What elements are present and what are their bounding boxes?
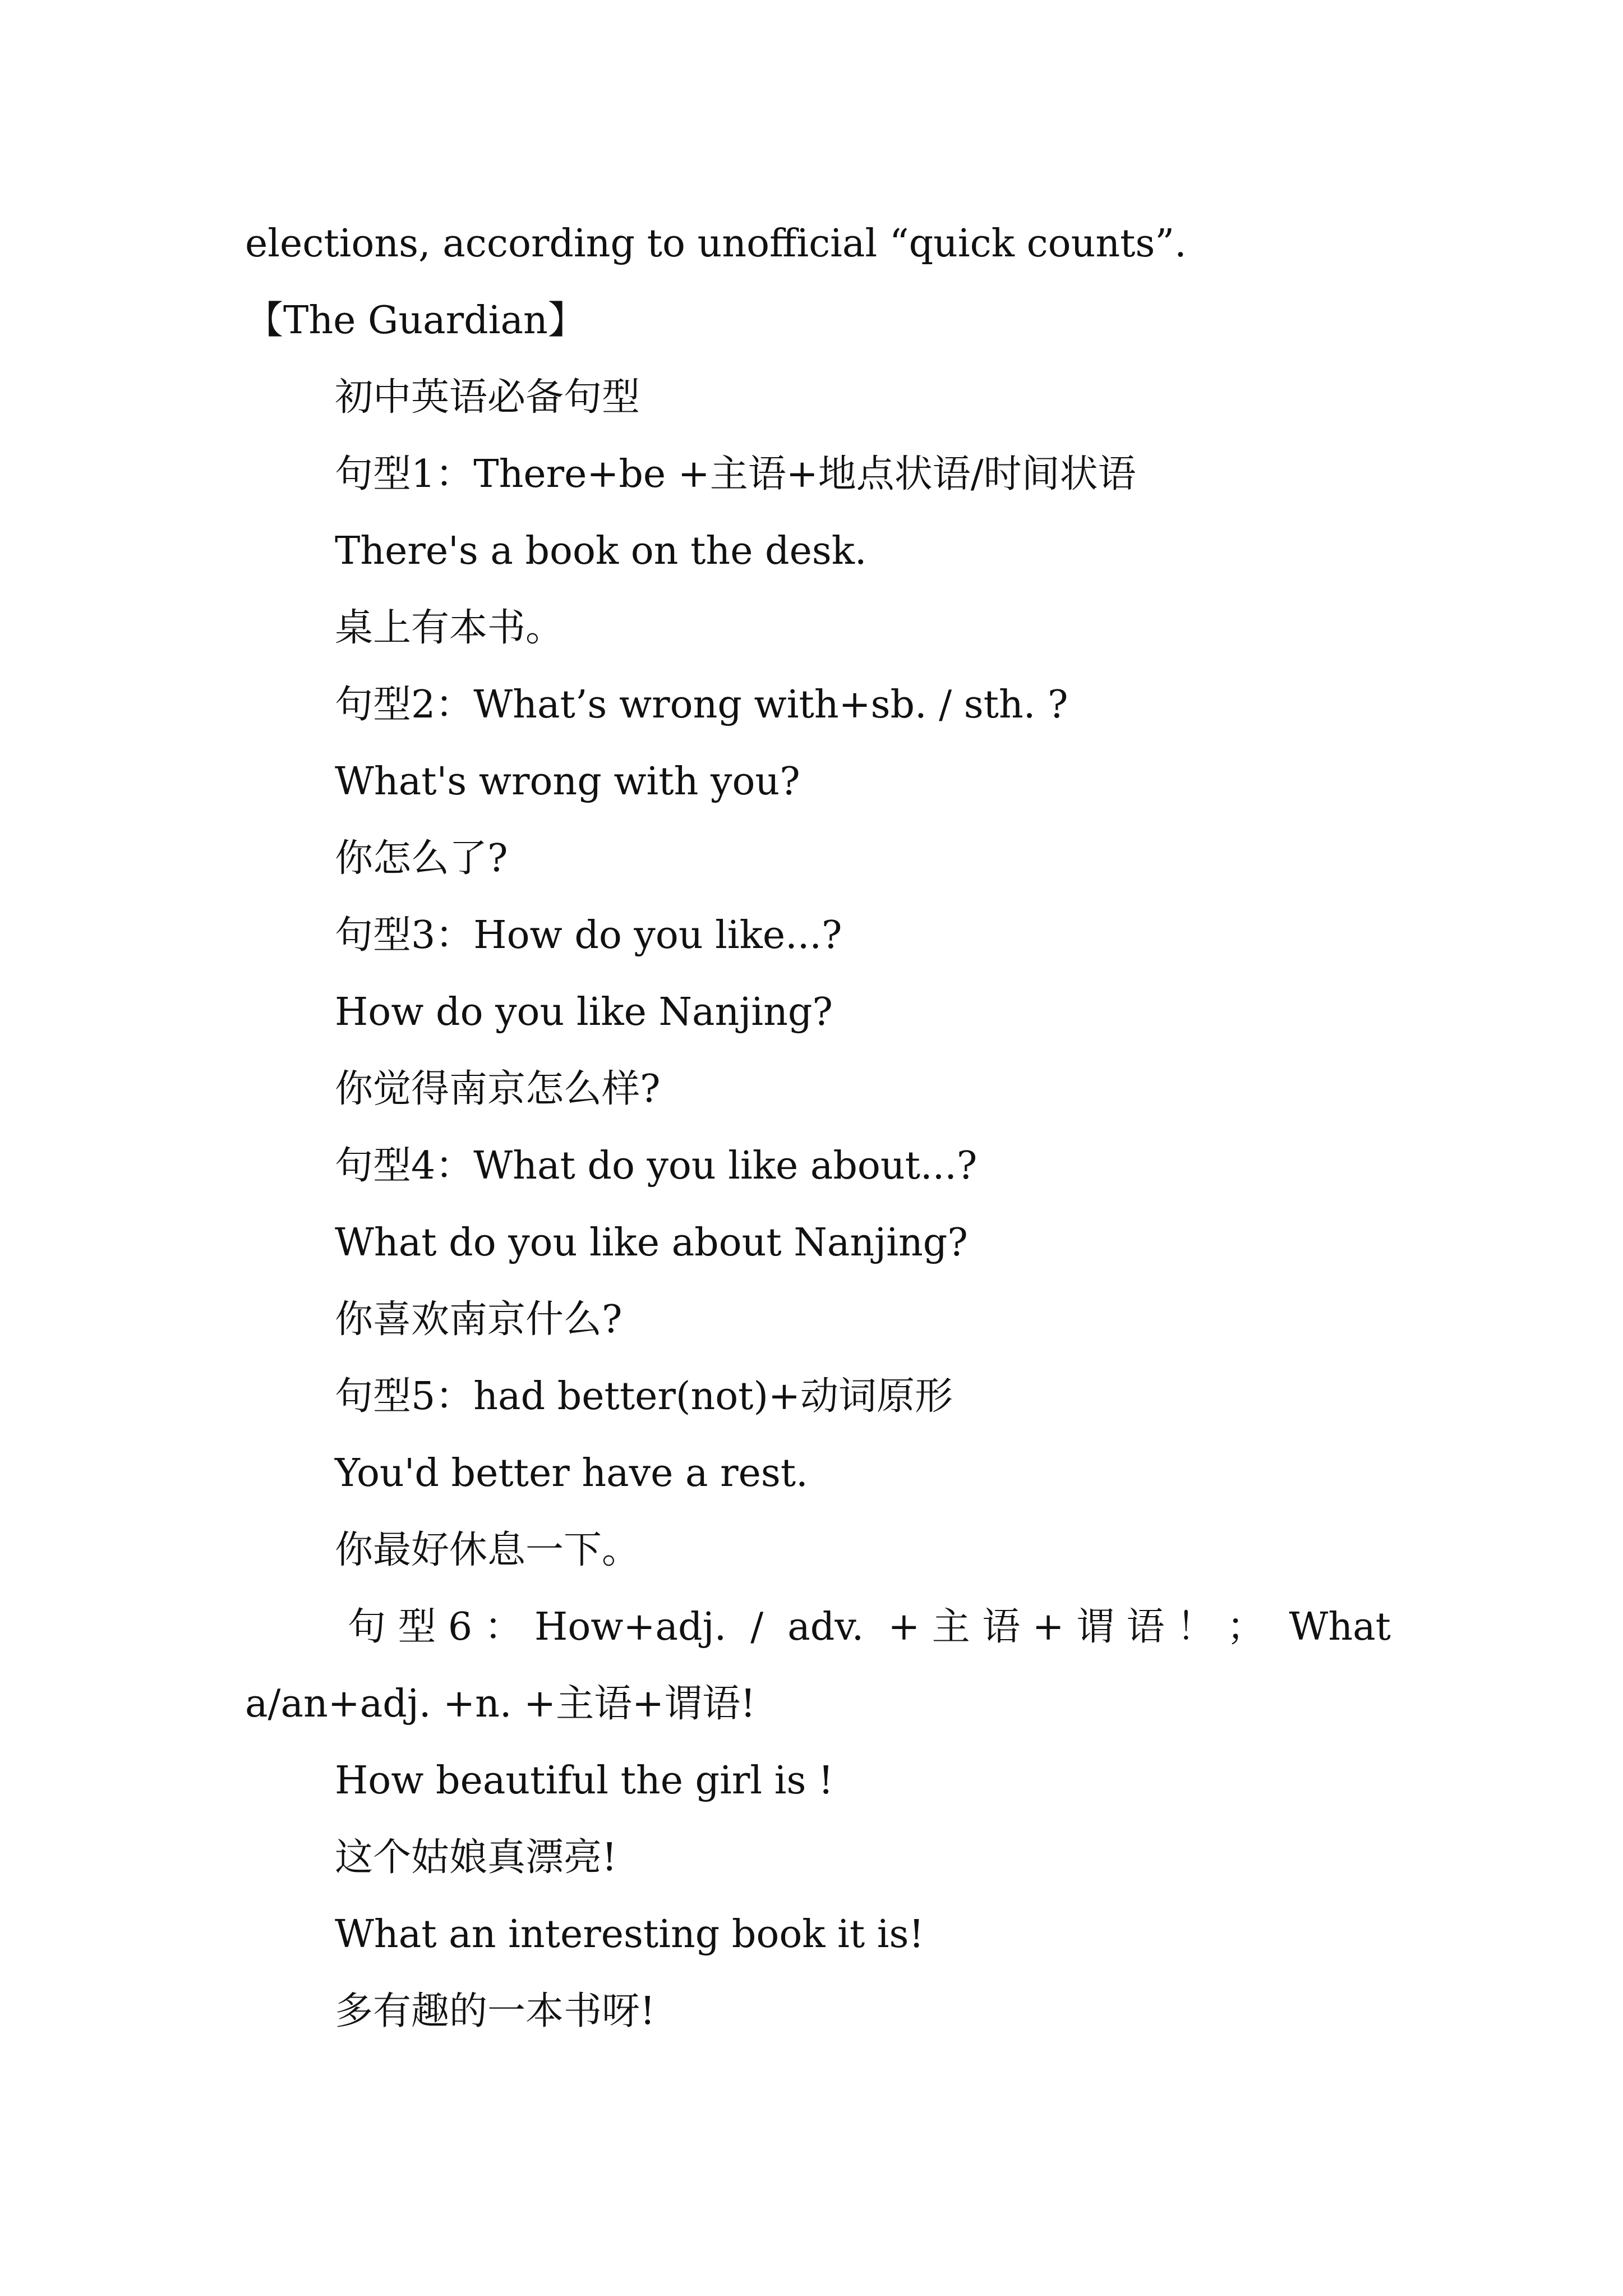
pattern-5-heading: 句型5：had better(not)+动词原形 — [335, 1374, 953, 1419]
text-line-1: elections, according to unofficial “quick counts”. — [245, 222, 1187, 266]
pattern-4-heading: 句型4：What do you like about...? — [335, 1144, 978, 1188]
text-line-2: 【The Guardian】 — [245, 298, 586, 343]
pattern-3-translation: 你觉得南京怎么样? — [335, 1067, 661, 1111]
pattern-6-translation-1: 这个姑娘真漂亮! — [335, 1835, 617, 1880]
pattern-3-heading: 句型3：How do you like...? — [335, 913, 842, 958]
pattern-6-example-2: What an interesting book it is! — [335, 1912, 924, 1957]
pattern-1-heading: 句型1：There+be +主语+地点状语/时间状语 — [335, 452, 1136, 496]
pattern-6-heading: 句型6：How+adj. / adv. +主语+谓语！； What — [348, 1605, 1391, 1649]
pattern-5-translation: 你最好休息一下。 — [335, 1528, 640, 1572]
pattern-2-translation: 你怎么了? — [335, 836, 508, 881]
pattern-1-translation: 桌上有本书。 — [335, 606, 564, 650]
pattern-6-translation-2: 多有趣的一本书呀! — [335, 1989, 656, 2033]
pattern-5-example: You'd better have a rest. — [335, 1451, 808, 1496]
pattern-4-translation: 你喜欢南京什么? — [335, 1297, 623, 1342]
pattern-2-heading: 句型2：What’s wrong with+sb. / sth. ? — [335, 683, 1068, 727]
pattern-3-example: How do you like Nanjing? — [335, 990, 833, 1034]
pattern-4-example: What do you like about Nanjing? — [335, 1221, 968, 1265]
section-title: 初中英语必备句型 — [335, 375, 640, 420]
pattern-1-example: There's a book on the desk. — [335, 529, 867, 573]
pattern-6-heading-cont: a/an+adj. +n. +主语+谓语! — [245, 1682, 756, 1726]
pattern-6-example-1: How beautiful the girl is ! — [335, 1759, 834, 1803]
pattern-2-example: What's wrong with you? — [335, 760, 800, 804]
